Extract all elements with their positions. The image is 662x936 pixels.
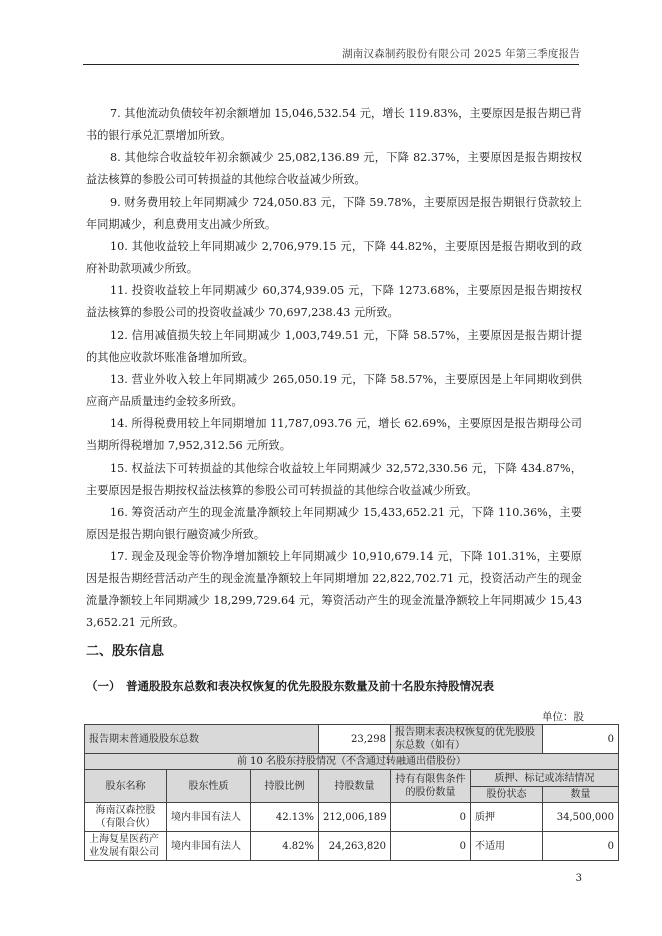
table-row xyxy=(85,832,619,861)
subsection-number: （一） xyxy=(86,679,121,693)
header-restricted: 持有有限售条件的股份数量 xyxy=(391,770,471,803)
paragraph-item-12: 12. 信用减值损失较上年同期减少 1,003,749.51 元，下降 58.57%，主要原因是报告期计提的其他应收款坏账准备增加所致。 xyxy=(86,329,582,364)
row-status: 质押 xyxy=(471,803,543,832)
section-title: 二、股东信息 xyxy=(86,644,165,659)
row-restricted: 0 xyxy=(391,803,471,832)
paragraph-item-17: 17. 现金及现金等价物净增加额较上年同期减少 10,910,679.14 元，下降 101.31%，主要原因是报告期经营活动产生的现金流量净额较上年同期增加 22,822,702.71 元，投资活动产生的现金流量净额较上年同期减少 18,299,729.64 元，筹资活动产生的现金流量净额较上年同期减少 15,433,652.21 元所致。 xyxy=(86,550,582,629)
header-status: 股份状态 xyxy=(471,787,543,803)
header-ratio: 持股比例 xyxy=(251,770,319,803)
paragraph-item-10: 10. 其他收益较上年同期减少 2,706,979.15 元，下降 44.82%，主要原因是报告期收到的政府补助款项减少所致。 xyxy=(86,240,582,275)
paragraph-item-16: 16. 筹资活动产生的现金流量净额较上年同期减少 15,433,652.21 元，下降 110.36%，主要原因是报告期向银行融资减少所致。 xyxy=(86,506,582,541)
paragraph-item-13: 13. 营业外收入较上年同期减少 265,050.19 元，下降 58.57%，主要原因是上年同期收到供应商产品质量违约金较多所致。 xyxy=(86,373,582,408)
unit-note: 单位：股 xyxy=(542,711,584,723)
row-name: 上海复星医药产业发展有限公司 xyxy=(85,832,167,861)
preferred-holders-label: 报告期末表决权恢复的优先股股东总数（如有） xyxy=(391,725,543,754)
table-row xyxy=(85,803,619,832)
preferred-holders-value: 0 xyxy=(543,725,619,754)
row-nature: 境内非国有法人 xyxy=(167,803,251,832)
header-pledge: 质押、标记或冻结情况 xyxy=(471,770,619,787)
paragraph-item-7: 7. 其他流动负债较年初余额增加 15,046,532.54 元，增长 119.83%，主要原因是报告期已背书的银行承兑汇票增加所致。 xyxy=(86,107,582,142)
shareholder-table xyxy=(84,724,619,861)
header-count: 数量 xyxy=(543,787,619,803)
row-count: 34,500,000 xyxy=(543,803,619,832)
total-holders-value: 23,298 xyxy=(319,725,391,754)
row-qty: 24,263,820 xyxy=(319,832,391,861)
header-nature: 股东性质 xyxy=(167,770,251,803)
row-nature: 境内非国有法人 xyxy=(167,832,251,861)
total-holders-label: 报告期末普通股股东总数 xyxy=(85,725,319,754)
row-count: 0 xyxy=(543,832,619,861)
paragraph-item-8: 8. 其他综合收益较年初余额减少 25,082,136.89 元，下降 82.37%，主要原因是报告期按权益法核算的参股公司可转损益的其他综合收益减少所致。 xyxy=(86,151,582,186)
row-ratio: 4.82% xyxy=(251,832,319,861)
paragraph-item-14: 14. 所得税费用较上年同期增加 11,787,093.76 元，增长 62.69%，主要原因是报告期母公司当期所得税增加 7,952,312.56 元所致。 xyxy=(86,417,582,452)
paragraph-item-15: 15. 权益法下可转损益的其他综合收益较上年同期减少 32,572,330.56 元，下降 434.87%，主要原因是报告期按权益法核算的参股公司可转损益的其他综合收益减少所致。 xyxy=(86,462,582,497)
top10-label: 前 10 名股东持股情况（不含通过转融通出借股份） xyxy=(85,754,619,770)
page-header-title: 湖南汉森制药股份有限公司 2025 年第三季度报告 xyxy=(342,48,580,60)
header-name: 股东名称 xyxy=(85,770,167,803)
row-qty: 212,006,189 xyxy=(319,803,391,832)
header-qty: 持股数量 xyxy=(319,770,391,803)
row-status: 不适用 xyxy=(471,832,543,861)
row-ratio: 42.13% xyxy=(251,803,319,832)
subsection-title xyxy=(86,678,494,694)
row-restricted: 0 xyxy=(391,832,471,861)
page-number: 3 xyxy=(575,873,582,884)
paragraph-item-11: 11. 投资收益较上年同期减少 60,374,939.05 元，下降 1273.68%，主要原因是报告期按权益法核算的参股公司的投资收益减少 70,697,238.43 元所致。 xyxy=(86,284,582,319)
row-name: 海南汉森控股（有限合伙） xyxy=(85,803,167,832)
subsection-heading: 普通股股东总数和表决权恢复的优先股股东数量及前十名股东持股情况表 xyxy=(126,679,494,693)
header-rule xyxy=(83,64,579,65)
paragraph-item-9: 9. 财务费用较上年同期减少 724,050.83 元，下降 59.78%，主要原因是报告期银行贷款较上年同期减少，利息费用支出减少所致。 xyxy=(86,196,582,231)
